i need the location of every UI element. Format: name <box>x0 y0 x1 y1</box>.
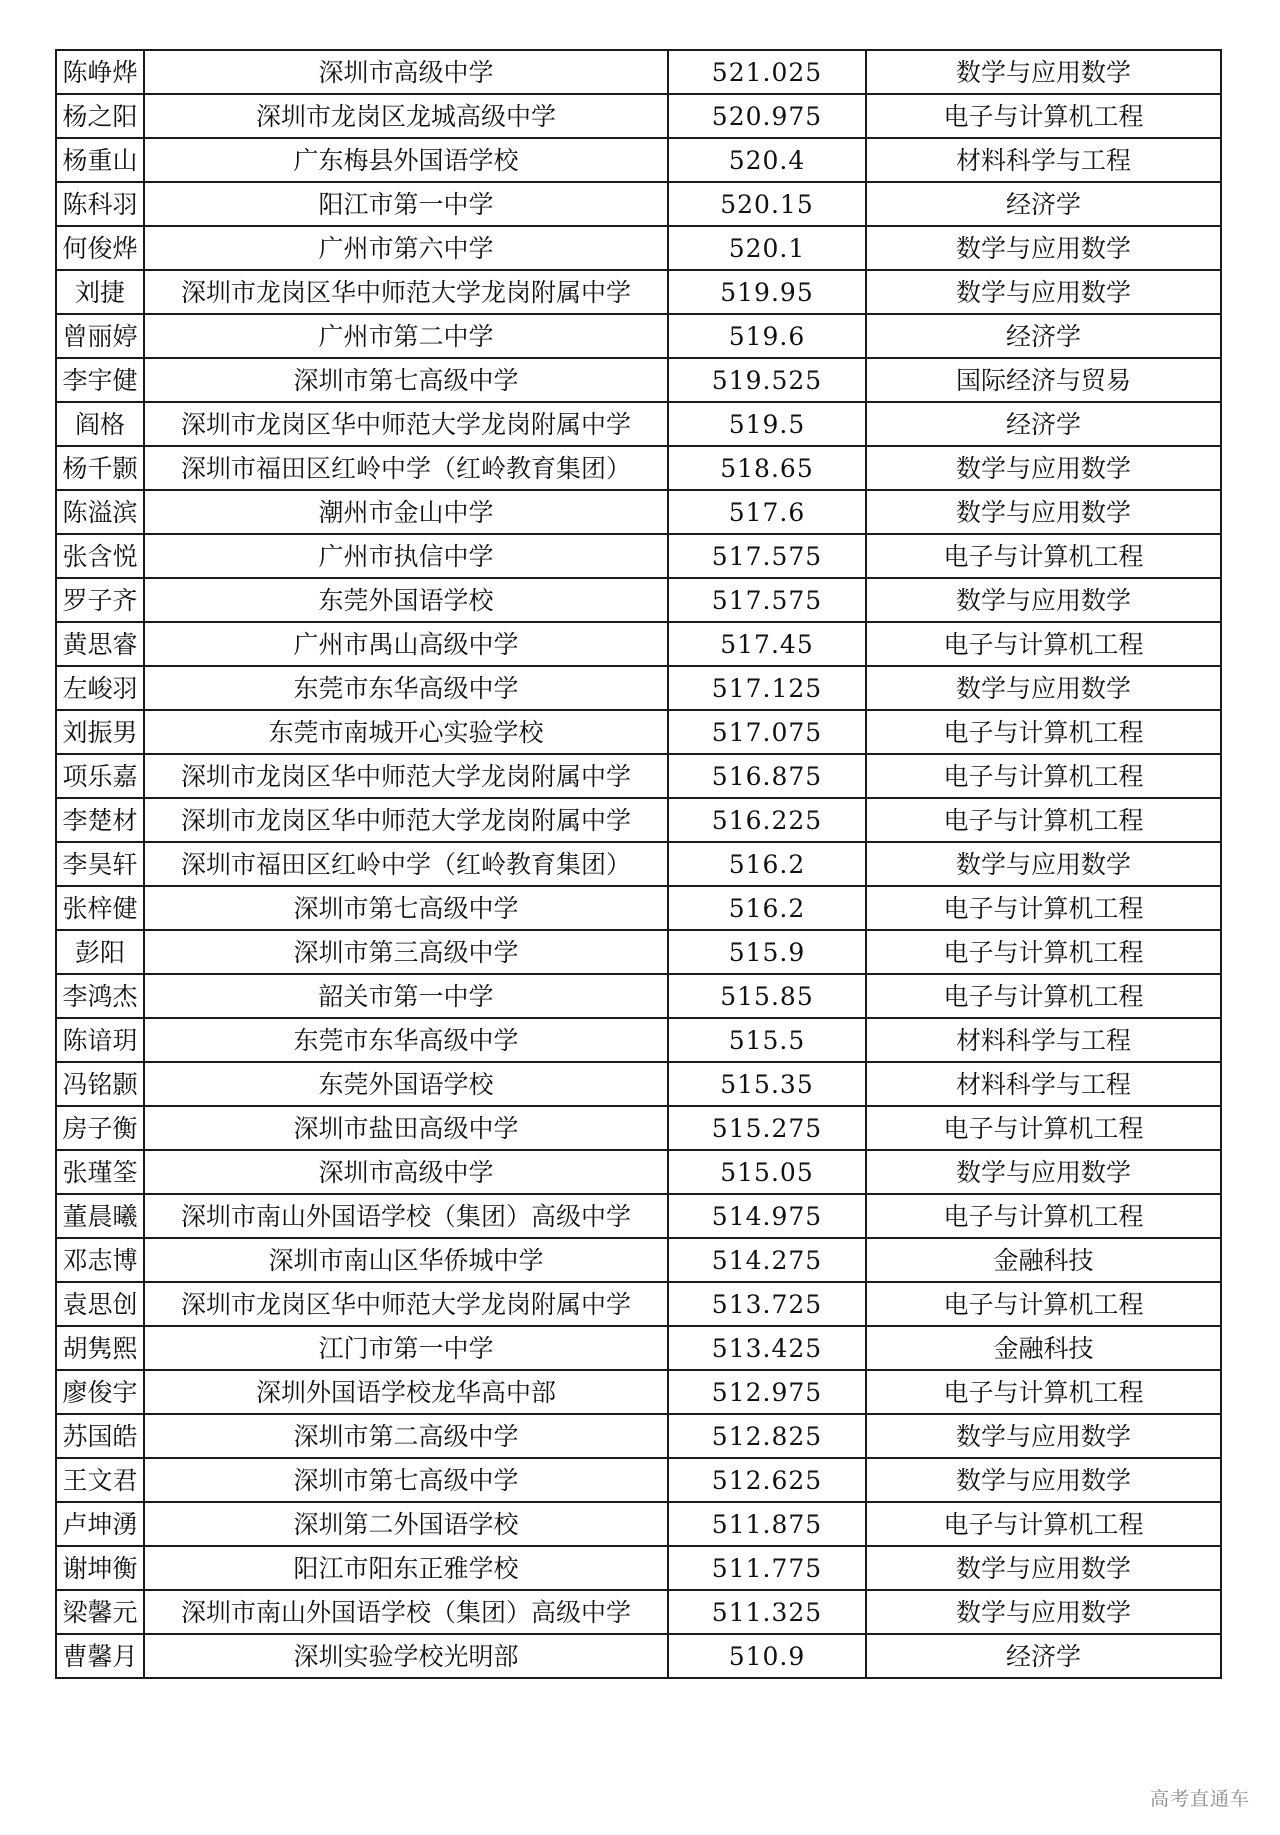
table-row <box>56 138 1221 182</box>
table-row <box>56 974 1221 1018</box>
score-cell: 516.225 <box>668 798 866 842</box>
table-row <box>56 1106 1221 1150</box>
score-cell: 511.775 <box>668 1546 866 1590</box>
student-name-cell: 刘捷 <box>56 270 144 314</box>
table-row <box>56 622 1221 666</box>
major-cell: 电子与计算机工程 <box>866 1370 1221 1414</box>
student-name-cell: 刘振男 <box>56 710 144 754</box>
student-name-cell: 苏国皓 <box>56 1414 144 1458</box>
table-row <box>56 94 1221 138</box>
student-name-cell: 曾丽婷 <box>56 314 144 358</box>
table-row <box>56 1194 1221 1238</box>
student-name-cell: 邓志博 <box>56 1238 144 1282</box>
score-cell: 517.575 <box>668 578 866 622</box>
major-cell: 数学与应用数学 <box>866 842 1221 886</box>
score-cell: 513.425 <box>668 1326 866 1370</box>
score-cell: 512.975 <box>668 1370 866 1414</box>
school-cell: 深圳市龙岗区华中师范大学龙岗附属中学 <box>144 270 668 314</box>
school-cell: 深圳市南山区华侨城中学 <box>144 1238 668 1282</box>
major-cell: 金融科技 <box>866 1238 1221 1282</box>
school-cell: 深圳市龙岗区华中师范大学龙岗附属中学 <box>144 754 668 798</box>
student-name-cell: 冯铭颢 <box>56 1062 144 1106</box>
score-cell: 518.65 <box>668 446 866 490</box>
school-cell: 韶关市第一中学 <box>144 974 668 1018</box>
school-cell: 深圳市南山外国语学校（集团）高级中学 <box>144 1590 668 1634</box>
student-name-cell: 李昊轩 <box>56 842 144 886</box>
student-name-cell: 黄思睿 <box>56 622 144 666</box>
school-cell: 潮州市金山中学 <box>144 490 668 534</box>
table-row <box>56 1062 1221 1106</box>
table-row <box>56 666 1221 710</box>
major-cell: 材料科学与工程 <box>866 1018 1221 1062</box>
school-cell: 深圳外国语学校龙华高中部 <box>144 1370 668 1414</box>
school-cell: 深圳市第七高级中学 <box>144 886 668 930</box>
table-row <box>56 226 1221 270</box>
student-name-cell: 张梓健 <box>56 886 144 930</box>
student-name-cell: 袁思创 <box>56 1282 144 1326</box>
major-cell: 电子与计算机工程 <box>866 1502 1221 1546</box>
table-row <box>56 270 1221 314</box>
table-row <box>56 1018 1221 1062</box>
major-cell: 数学与应用数学 <box>866 270 1221 314</box>
student-name-cell: 胡隽熙 <box>56 1326 144 1370</box>
school-cell: 深圳市第二高级中学 <box>144 1414 668 1458</box>
major-cell: 数学与应用数学 <box>866 666 1221 710</box>
major-cell: 数学与应用数学 <box>866 490 1221 534</box>
major-cell: 电子与计算机工程 <box>866 710 1221 754</box>
major-cell: 数学与应用数学 <box>866 1150 1221 1194</box>
school-cell: 深圳市龙岗区华中师范大学龙岗附属中学 <box>144 798 668 842</box>
table-row <box>56 710 1221 754</box>
student-name-cell: 杨之阳 <box>56 94 144 138</box>
score-cell: 510.9 <box>668 1634 866 1678</box>
table-row <box>56 358 1221 402</box>
major-cell: 电子与计算机工程 <box>866 754 1221 798</box>
score-cell: 515.9 <box>668 930 866 974</box>
table-row <box>56 402 1221 446</box>
school-cell: 江门市第一中学 <box>144 1326 668 1370</box>
school-cell: 东莞外国语学校 <box>144 1062 668 1106</box>
score-cell: 516.2 <box>668 842 866 886</box>
student-name-cell: 房子衡 <box>56 1106 144 1150</box>
school-cell: 东莞市东华高级中学 <box>144 666 668 710</box>
student-name-cell: 陈谙玥 <box>56 1018 144 1062</box>
major-cell: 数学与应用数学 <box>866 446 1221 490</box>
score-cell: 514.975 <box>668 1194 866 1238</box>
student-name-cell: 罗子齐 <box>56 578 144 622</box>
school-cell: 阳江市第一中学 <box>144 182 668 226</box>
table-row <box>56 754 1221 798</box>
admission-results-table <box>55 49 1222 1679</box>
score-cell: 520.4 <box>668 138 866 182</box>
score-cell: 520.1 <box>668 226 866 270</box>
table-row <box>56 1458 1221 1502</box>
school-cell: 深圳实验学校光明部 <box>144 1634 668 1678</box>
student-name-cell: 卢坤湧 <box>56 1502 144 1546</box>
table-row <box>56 1238 1221 1282</box>
major-cell: 电子与计算机工程 <box>866 886 1221 930</box>
major-cell: 材料科学与工程 <box>866 1062 1221 1106</box>
table-row <box>56 1634 1221 1678</box>
table-row <box>56 534 1221 578</box>
student-name-cell: 李宇健 <box>56 358 144 402</box>
score-cell: 513.725 <box>668 1282 866 1326</box>
student-name-cell: 陈溢滨 <box>56 490 144 534</box>
score-cell: 516.875 <box>668 754 866 798</box>
table-body <box>56 50 1221 1678</box>
score-cell: 519.95 <box>668 270 866 314</box>
major-cell: 电子与计算机工程 <box>866 1194 1221 1238</box>
school-cell: 深圳第二外国语学校 <box>144 1502 668 1546</box>
school-cell: 东莞外国语学校 <box>144 578 668 622</box>
school-cell: 广州市第二中学 <box>144 314 668 358</box>
student-name-cell: 张瑾筌 <box>56 1150 144 1194</box>
major-cell: 电子与计算机工程 <box>866 534 1221 578</box>
table-row <box>56 1326 1221 1370</box>
score-cell: 519.525 <box>668 358 866 402</box>
school-cell: 深圳市龙岗区华中师范大学龙岗附属中学 <box>144 402 668 446</box>
student-name-cell: 张含悦 <box>56 534 144 578</box>
major-cell: 数学与应用数学 <box>866 226 1221 270</box>
table-row <box>56 50 1221 94</box>
score-cell: 519.5 <box>668 402 866 446</box>
score-cell: 511.325 <box>668 1590 866 1634</box>
table-row <box>56 1370 1221 1414</box>
table-row <box>56 1502 1221 1546</box>
major-cell: 国际经济与贸易 <box>866 358 1221 402</box>
student-name-cell: 廖俊宇 <box>56 1370 144 1414</box>
table-row <box>56 446 1221 490</box>
table-row <box>56 314 1221 358</box>
school-cell: 东莞市南城开心实验学校 <box>144 710 668 754</box>
table-row <box>56 842 1221 886</box>
student-name-cell: 杨千颢 <box>56 446 144 490</box>
score-cell: 514.275 <box>668 1238 866 1282</box>
student-name-cell: 何俊烨 <box>56 226 144 270</box>
school-cell: 深圳市高级中学 <box>144 1150 668 1194</box>
major-cell: 经济学 <box>866 182 1221 226</box>
student-name-cell: 陈峥烨 <box>56 50 144 94</box>
school-cell: 深圳市第七高级中学 <box>144 1458 668 1502</box>
school-cell: 深圳市第七高级中学 <box>144 358 668 402</box>
score-cell: 515.275 <box>668 1106 866 1150</box>
table-row <box>56 886 1221 930</box>
student-name-cell: 谢坤衡 <box>56 1546 144 1590</box>
score-cell: 515.85 <box>668 974 866 1018</box>
school-cell: 广州市禺山高级中学 <box>144 622 668 666</box>
student-name-cell: 阎格 <box>56 402 144 446</box>
major-cell: 经济学 <box>866 402 1221 446</box>
student-name-cell: 梁馨元 <box>56 1590 144 1634</box>
student-name-cell: 杨重山 <box>56 138 144 182</box>
table-row <box>56 930 1221 974</box>
school-cell: 广东梅县外国语学校 <box>144 138 668 182</box>
table-row <box>56 490 1221 534</box>
major-cell: 电子与计算机工程 <box>866 930 1221 974</box>
school-cell: 深圳市第三高级中学 <box>144 930 668 974</box>
student-name-cell: 曹馨月 <box>56 1634 144 1678</box>
table-row <box>56 1590 1221 1634</box>
table-row <box>56 1546 1221 1590</box>
table-row <box>56 1150 1221 1194</box>
score-cell: 517.45 <box>668 622 866 666</box>
major-cell: 电子与计算机工程 <box>866 798 1221 842</box>
score-cell: 517.075 <box>668 710 866 754</box>
school-cell: 深圳市龙岗区龙城高级中学 <box>144 94 668 138</box>
table-row <box>56 798 1221 842</box>
score-cell: 515.35 <box>668 1062 866 1106</box>
school-cell: 东莞市东华高级中学 <box>144 1018 668 1062</box>
major-cell: 金融科技 <box>866 1326 1221 1370</box>
score-cell: 512.625 <box>668 1458 866 1502</box>
table-row <box>56 182 1221 226</box>
school-cell: 深圳市盐田高级中学 <box>144 1106 668 1150</box>
major-cell: 电子与计算机工程 <box>866 622 1221 666</box>
student-name-cell: 陈科羽 <box>56 182 144 226</box>
major-cell: 电子与计算机工程 <box>866 94 1221 138</box>
school-cell: 广州市执信中学 <box>144 534 668 578</box>
major-cell: 电子与计算机工程 <box>866 974 1221 1018</box>
school-cell: 广州市第六中学 <box>144 226 668 270</box>
student-name-cell: 项乐嘉 <box>56 754 144 798</box>
major-cell: 电子与计算机工程 <box>866 1106 1221 1150</box>
major-cell: 数学与应用数学 <box>866 1590 1221 1634</box>
score-cell: 520.975 <box>668 94 866 138</box>
score-cell: 516.2 <box>668 886 866 930</box>
major-cell: 经济学 <box>866 314 1221 358</box>
major-cell: 数学与应用数学 <box>866 1546 1221 1590</box>
school-cell: 深圳市龙岗区华中师范大学龙岗附属中学 <box>144 1282 668 1326</box>
school-cell: 深圳市福田区红岭中学（红岭教育集团） <box>144 446 668 490</box>
score-cell: 511.875 <box>668 1502 866 1546</box>
major-cell: 数学与应用数学 <box>866 578 1221 622</box>
student-name-cell: 董晨曦 <box>56 1194 144 1238</box>
score-cell: 519.6 <box>668 314 866 358</box>
table-row <box>56 578 1221 622</box>
footer-logo: 高考直通车 <box>1149 1788 1250 1810</box>
student-name-cell: 李楚材 <box>56 798 144 842</box>
major-cell: 经济学 <box>866 1634 1221 1678</box>
school-cell: 深圳市福田区红岭中学（红岭教育集团） <box>144 842 668 886</box>
major-cell: 数学与应用数学 <box>866 1414 1221 1458</box>
student-name-cell: 王文君 <box>56 1458 144 1502</box>
score-cell: 517.575 <box>668 534 866 578</box>
major-cell: 数学与应用数学 <box>866 50 1221 94</box>
major-cell: 电子与计算机工程 <box>866 1282 1221 1326</box>
major-cell: 材料科学与工程 <box>866 138 1221 182</box>
score-cell: 517.6 <box>668 490 866 534</box>
school-cell: 深圳市高级中学 <box>144 50 668 94</box>
table-row <box>56 1282 1221 1326</box>
student-name-cell: 李鸿杰 <box>56 974 144 1018</box>
score-cell: 517.125 <box>668 666 866 710</box>
table-row <box>56 1414 1221 1458</box>
score-cell: 512.825 <box>668 1414 866 1458</box>
score-cell: 515.05 <box>668 1150 866 1194</box>
student-name-cell: 彭阳 <box>56 930 144 974</box>
score-cell: 515.5 <box>668 1018 866 1062</box>
score-cell: 520.15 <box>668 182 866 226</box>
school-cell: 阳江市阳东正雅学校 <box>144 1546 668 1590</box>
student-name-cell: 左峻羽 <box>56 666 144 710</box>
score-cell: 521.025 <box>668 50 866 94</box>
school-cell: 深圳市南山外国语学校（集团）高级中学 <box>144 1194 668 1238</box>
major-cell: 数学与应用数学 <box>866 1458 1221 1502</box>
